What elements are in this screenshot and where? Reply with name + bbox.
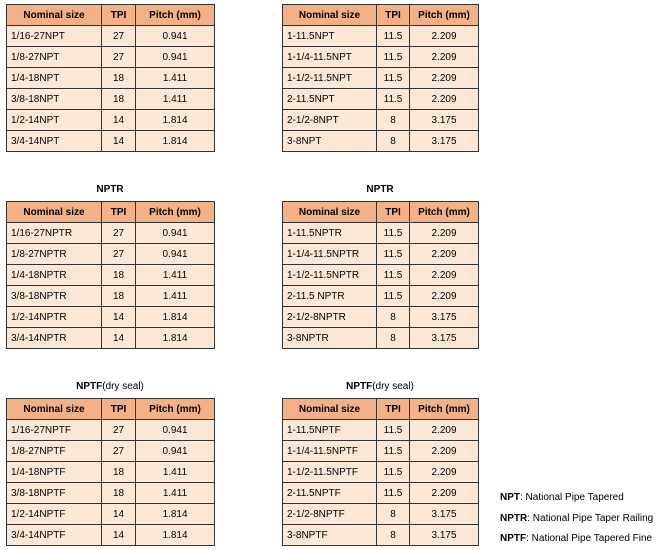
nominal-size-cell: 1-1/4-11.5NPT xyxy=(283,47,377,68)
nominal-size-cell: 2-11.5NPTF xyxy=(283,483,377,504)
tpi-cell: 18 xyxy=(102,68,136,89)
nominal-size-cell: 1/8-27NPT xyxy=(7,47,102,68)
tpi-cell: 11.5 xyxy=(377,420,410,441)
pitch-header: Pitch (mm) xyxy=(410,202,479,223)
tpi-cell: 8 xyxy=(377,504,410,525)
nptr-right-table xyxy=(282,201,479,349)
nominal-size-cell: 1/2-14NPT xyxy=(7,110,102,131)
tpi-cell: 8 xyxy=(377,525,410,546)
nominal-size-cell: 1/8-27NPTF xyxy=(7,441,102,462)
npt-right-table xyxy=(282,4,479,152)
table-row xyxy=(7,286,215,307)
tpi-cell: 14 xyxy=(102,307,136,328)
tpi-cell: 14 xyxy=(102,131,136,152)
nominal-size-cell: 2-11.5 NPTR xyxy=(283,286,377,307)
nominal-size-cell: 1-11.5NPTR xyxy=(283,223,377,244)
pitch-cell: 2.209 xyxy=(410,483,479,504)
header-row xyxy=(7,5,215,26)
tpi-cell: 8 xyxy=(377,307,410,328)
pitch-cell: 0.941 xyxy=(136,441,215,462)
tpi-cell: 18 xyxy=(102,462,136,483)
table-row xyxy=(7,223,215,244)
tpi-cell: 27 xyxy=(102,223,136,244)
tpi-header: TPI xyxy=(377,399,410,420)
pitch-cell: 1.814 xyxy=(136,504,215,525)
pitch-cell: 3.175 xyxy=(410,110,479,131)
pitch-cell: 2.209 xyxy=(410,68,479,89)
pitch-header: Pitch (mm) xyxy=(410,399,479,420)
tpi-cell: 18 xyxy=(102,483,136,504)
table-row xyxy=(283,441,479,462)
tpi-cell: 11.5 xyxy=(377,265,410,286)
pitch-cell: 2.209 xyxy=(410,26,479,47)
table-row xyxy=(7,504,215,525)
nominal-size-cell: 3-8NPT xyxy=(283,131,377,152)
nominal-size-cell: 3/4-14NPTF xyxy=(7,525,102,546)
pitch-header: Pitch (mm) xyxy=(136,399,215,420)
pitch-cell: 1.814 xyxy=(136,328,215,349)
nptf-right-caption: NPTF(dry seal) xyxy=(346,381,414,392)
table-row xyxy=(283,462,479,483)
pitch-cell: 1.411 xyxy=(136,265,215,286)
table-row xyxy=(283,525,479,546)
nominal-size-header: Nominal size xyxy=(283,399,377,420)
legend-nptf: NPTF: National Pipe Tapered Fine xyxy=(500,533,653,544)
table-row xyxy=(283,420,479,441)
pitch-cell: 0.941 xyxy=(136,26,215,47)
nominal-size-cell: 1-1/2-11.5NPT xyxy=(283,68,377,89)
tpi-cell: 11.5 xyxy=(377,286,410,307)
pitch-cell: 1.411 xyxy=(136,483,215,504)
pitch-cell: 2.209 xyxy=(410,223,479,244)
npt-left-table xyxy=(6,4,215,152)
pitch-cell: 0.941 xyxy=(136,420,215,441)
tpi-cell: 14 xyxy=(102,110,136,131)
tpi-cell: 11.5 xyxy=(377,441,410,462)
header-row xyxy=(7,202,215,223)
pitch-cell: 0.941 xyxy=(136,47,215,68)
nominal-size-cell: 1/16-27NPTR xyxy=(7,223,102,244)
table-row xyxy=(283,244,479,265)
nominal-size-cell: 1/2-14NPTR xyxy=(7,307,102,328)
pitch-cell: 2.209 xyxy=(410,286,479,307)
header-row xyxy=(283,399,479,420)
nptr-right-caption: NPTR xyxy=(366,184,394,195)
pitch-cell: 1.411 xyxy=(136,68,215,89)
pitch-cell: 3.175 xyxy=(410,307,479,328)
table-row xyxy=(283,223,479,244)
tpi-cell: 14 xyxy=(102,525,136,546)
tpi-header: TPI xyxy=(102,399,136,420)
nominal-size-cell: 1-1/4-11.5NPTF xyxy=(283,441,377,462)
tpi-header: TPI xyxy=(377,5,410,26)
legend-npt: NPT: National Pipe Tapered xyxy=(500,492,624,503)
table-row xyxy=(283,483,479,504)
tpi-cell: 11.5 xyxy=(377,483,410,504)
tpi-cell: 27 xyxy=(102,47,136,68)
table-row xyxy=(283,265,479,286)
tpi-cell: 27 xyxy=(102,441,136,462)
table-row xyxy=(7,462,215,483)
table-row xyxy=(283,47,479,68)
table-row xyxy=(7,441,215,462)
pitch-cell: 1.814 xyxy=(136,131,215,152)
pitch-header: Pitch (mm) xyxy=(136,202,215,223)
nominal-size-cell: 1/2-14NPTF xyxy=(7,504,102,525)
nominal-size-cell: 1-11.5NPT xyxy=(283,26,377,47)
nominal-size-cell: 3/4-14NPTR xyxy=(7,328,102,349)
pitch-cell: 2.209 xyxy=(410,244,479,265)
nominal-size-header: Nominal size xyxy=(7,399,102,420)
table-row xyxy=(7,307,215,328)
table-row xyxy=(283,504,479,525)
nominal-size-cell: 1/16-27NPT xyxy=(7,26,102,47)
tpi-cell: 11.5 xyxy=(377,223,410,244)
tpi-cell: 27 xyxy=(102,26,136,47)
tpi-cell: 11.5 xyxy=(377,244,410,265)
table-row xyxy=(283,131,479,152)
table-row xyxy=(283,68,479,89)
pitch-cell: 1.411 xyxy=(136,462,215,483)
table-row xyxy=(7,483,215,504)
pitch-cell: 0.941 xyxy=(136,244,215,265)
tpi-header: TPI xyxy=(102,202,136,223)
table-row xyxy=(283,110,479,131)
nominal-size-cell: 1/8-27NPTR xyxy=(7,244,102,265)
table-row xyxy=(7,68,215,89)
tpi-cell: 14 xyxy=(102,328,136,349)
pitch-cell: 2.209 xyxy=(410,420,479,441)
pitch-header: Pitch (mm) xyxy=(410,5,479,26)
legend-nptr: NPTR: National Pipe Taper Railing xyxy=(500,513,654,524)
pitch-cell: 1.411 xyxy=(136,89,215,110)
tpi-cell: 11.5 xyxy=(377,68,410,89)
pitch-cell: 3.175 xyxy=(410,328,479,349)
nominal-size-cell: 1/4-18NPT xyxy=(7,68,102,89)
tpi-cell: 11.5 xyxy=(377,89,410,110)
nptf-left-caption: NPTF(dry seal) xyxy=(76,381,144,392)
table-row xyxy=(7,328,215,349)
nominal-size-cell: 1-1/2-11.5NPTR xyxy=(283,265,377,286)
tpi-cell: 14 xyxy=(102,504,136,525)
nominal-size-cell: 3/8-18NPTF xyxy=(7,483,102,504)
nominal-size-cell: 1-11.5NPTF xyxy=(283,420,377,441)
tpi-cell: 11.5 xyxy=(377,462,410,483)
header-row xyxy=(7,399,215,420)
table-row xyxy=(283,89,479,110)
nominal-size-cell: 1/4-18NPTF xyxy=(7,462,102,483)
pitch-header: Pitch (mm) xyxy=(136,5,215,26)
nominal-size-header: Nominal size xyxy=(7,5,102,26)
table-row xyxy=(7,265,215,286)
tpi-cell: 8 xyxy=(377,110,410,131)
tpi-cell: 11.5 xyxy=(377,26,410,47)
nominal-size-header: Nominal size xyxy=(283,202,377,223)
pitch-cell: 3.175 xyxy=(410,131,479,152)
nominal-size-cell: 2-11.5NPT xyxy=(283,89,377,110)
pitch-cell: 0.941 xyxy=(136,223,215,244)
table-row xyxy=(283,307,479,328)
tpi-header: TPI xyxy=(377,202,410,223)
nominal-size-cell: 1/16-27NPTF xyxy=(7,420,102,441)
nominal-size-cell: 3-8NPTR xyxy=(283,328,377,349)
tpi-cell: 18 xyxy=(102,265,136,286)
table-row xyxy=(7,131,215,152)
pitch-cell: 2.209 xyxy=(410,462,479,483)
tpi-cell: 11.5 xyxy=(377,47,410,68)
nptr-left-table xyxy=(6,201,215,349)
nominal-size-cell: 3/4-14NPT xyxy=(7,131,102,152)
tpi-cell: 18 xyxy=(102,286,136,307)
nominal-size-cell: 1-1/4-11.5NPTR xyxy=(283,244,377,265)
nptr-left-caption: NPTR xyxy=(96,184,124,195)
pitch-cell: 3.175 xyxy=(410,525,479,546)
nominal-size-cell: 3/8-18NPTR xyxy=(7,286,102,307)
nominal-size-cell: 3-8NPTF xyxy=(283,525,377,546)
table-row xyxy=(283,286,479,307)
table-row xyxy=(7,525,215,546)
nominal-size-cell: 2-1/2-8NPTR xyxy=(283,307,377,328)
table-row xyxy=(7,420,215,441)
tpi-header: TPI xyxy=(102,5,136,26)
tpi-cell: 8 xyxy=(377,328,410,349)
tpi-cell: 18 xyxy=(102,89,136,110)
table-row xyxy=(283,328,479,349)
nominal-size-cell: 3/8-18NPT xyxy=(7,89,102,110)
table-row xyxy=(7,26,215,47)
table-row xyxy=(7,89,215,110)
nominal-size-cell: 2-1/2-8NPTF xyxy=(283,504,377,525)
table-row xyxy=(7,47,215,68)
header-row xyxy=(283,202,479,223)
nominal-size-header: Nominal size xyxy=(283,5,377,26)
pitch-cell: 2.209 xyxy=(410,265,479,286)
nominal-size-cell: 1-1/2-11.5NPTF xyxy=(283,462,377,483)
tpi-cell: 27 xyxy=(102,244,136,265)
table-row xyxy=(7,244,215,265)
nominal-size-header: Nominal size xyxy=(7,202,102,223)
pitch-cell: 3.175 xyxy=(410,504,479,525)
pitch-cell: 1.814 xyxy=(136,525,215,546)
table-row xyxy=(7,110,215,131)
nptf-left-table xyxy=(6,398,215,546)
nominal-size-cell: 2-1/2-8NPT xyxy=(283,110,377,131)
pitch-cell: 1.814 xyxy=(136,307,215,328)
tpi-cell: 8 xyxy=(377,131,410,152)
nptf-right-table xyxy=(282,398,479,546)
pitch-cell: 1.411 xyxy=(136,286,215,307)
tpi-cell: 27 xyxy=(102,420,136,441)
table-row xyxy=(283,26,479,47)
nominal-size-cell: 1/4-18NPTR xyxy=(7,265,102,286)
pitch-cell: 2.209 xyxy=(410,47,479,68)
header-row xyxy=(283,5,479,26)
pitch-cell: 1.814 xyxy=(136,110,215,131)
pitch-cell: 2.209 xyxy=(410,89,479,110)
pitch-cell: 2.209 xyxy=(410,441,479,462)
